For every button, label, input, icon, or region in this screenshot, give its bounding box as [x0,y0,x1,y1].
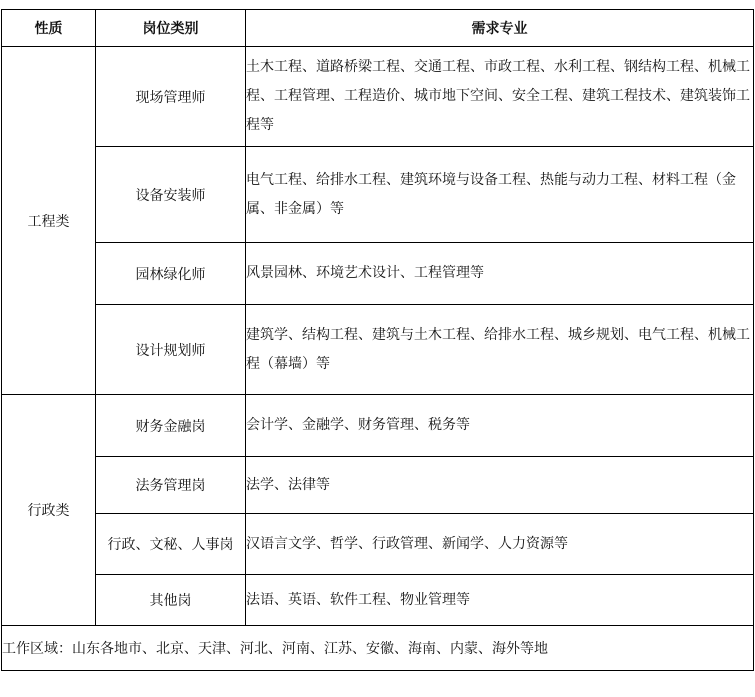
header-required-majors: 需求专业 [246,10,754,47]
position-cell: 设计规划师 [96,305,246,395]
table-row [2,47,754,147]
majors-cell: 风景园林、环境艺术设计、工程管理等 [246,243,754,305]
header-row [2,10,754,47]
header-position-category: 岗位类别 [96,10,246,47]
position-cell: 法务管理岗 [96,457,246,514]
header-nature: 性质 [2,10,96,47]
table-row [2,457,754,514]
footer-row [2,626,754,671]
majors-cell: 会计学、金融学、财务管理、税务等 [246,395,754,457]
position-cell: 其他岗 [96,575,246,626]
table-row [2,514,754,575]
category-cell-administration: 行政类 [2,395,96,626]
table-row [2,575,754,626]
majors-cell: 建筑学、结构工程、建筑与土木工程、给排水工程、城乡规划、电气工程、机械工程（幕墙）等 [246,305,754,395]
table-row [2,147,754,243]
table-row [2,395,754,457]
majors-cell: 法语、英语、软件工程、物业管理等 [246,575,754,626]
recruitment-table [1,9,754,671]
table-row [2,243,754,305]
majors-cell: 汉语言文学、哲学、行政管理、新闻学、人力资源等 [246,514,754,575]
majors-cell: 土木工程、道路桥梁工程、交通工程、市政工程、水利工程、钢结构工程、机械工程、工程管理、工程造价、城市地下空间、安全工程、建筑工程技术、建筑装饰工程等 [246,47,754,147]
category-cell-engineering: 工程类 [2,47,96,395]
position-cell: 园林绿化师 [96,243,246,305]
position-cell: 现场管理师 [96,47,246,147]
majors-cell: 法学、法律等 [246,457,754,514]
position-cell: 财务金融岗 [96,395,246,457]
position-cell: 行政、文秘、人事岗 [96,514,246,575]
position-cell: 设备安装师 [96,147,246,243]
work-area-note: 工作区域：山东各地市、北京、天津、河北、河南、江苏、安徽、海南、内蒙、海外等地 [2,626,754,671]
table-row [2,305,754,395]
majors-cell: 电气工程、给排水工程、建筑环境与设备工程、热能与动力工程、材料工程（金属、非金属）等 [246,147,754,243]
